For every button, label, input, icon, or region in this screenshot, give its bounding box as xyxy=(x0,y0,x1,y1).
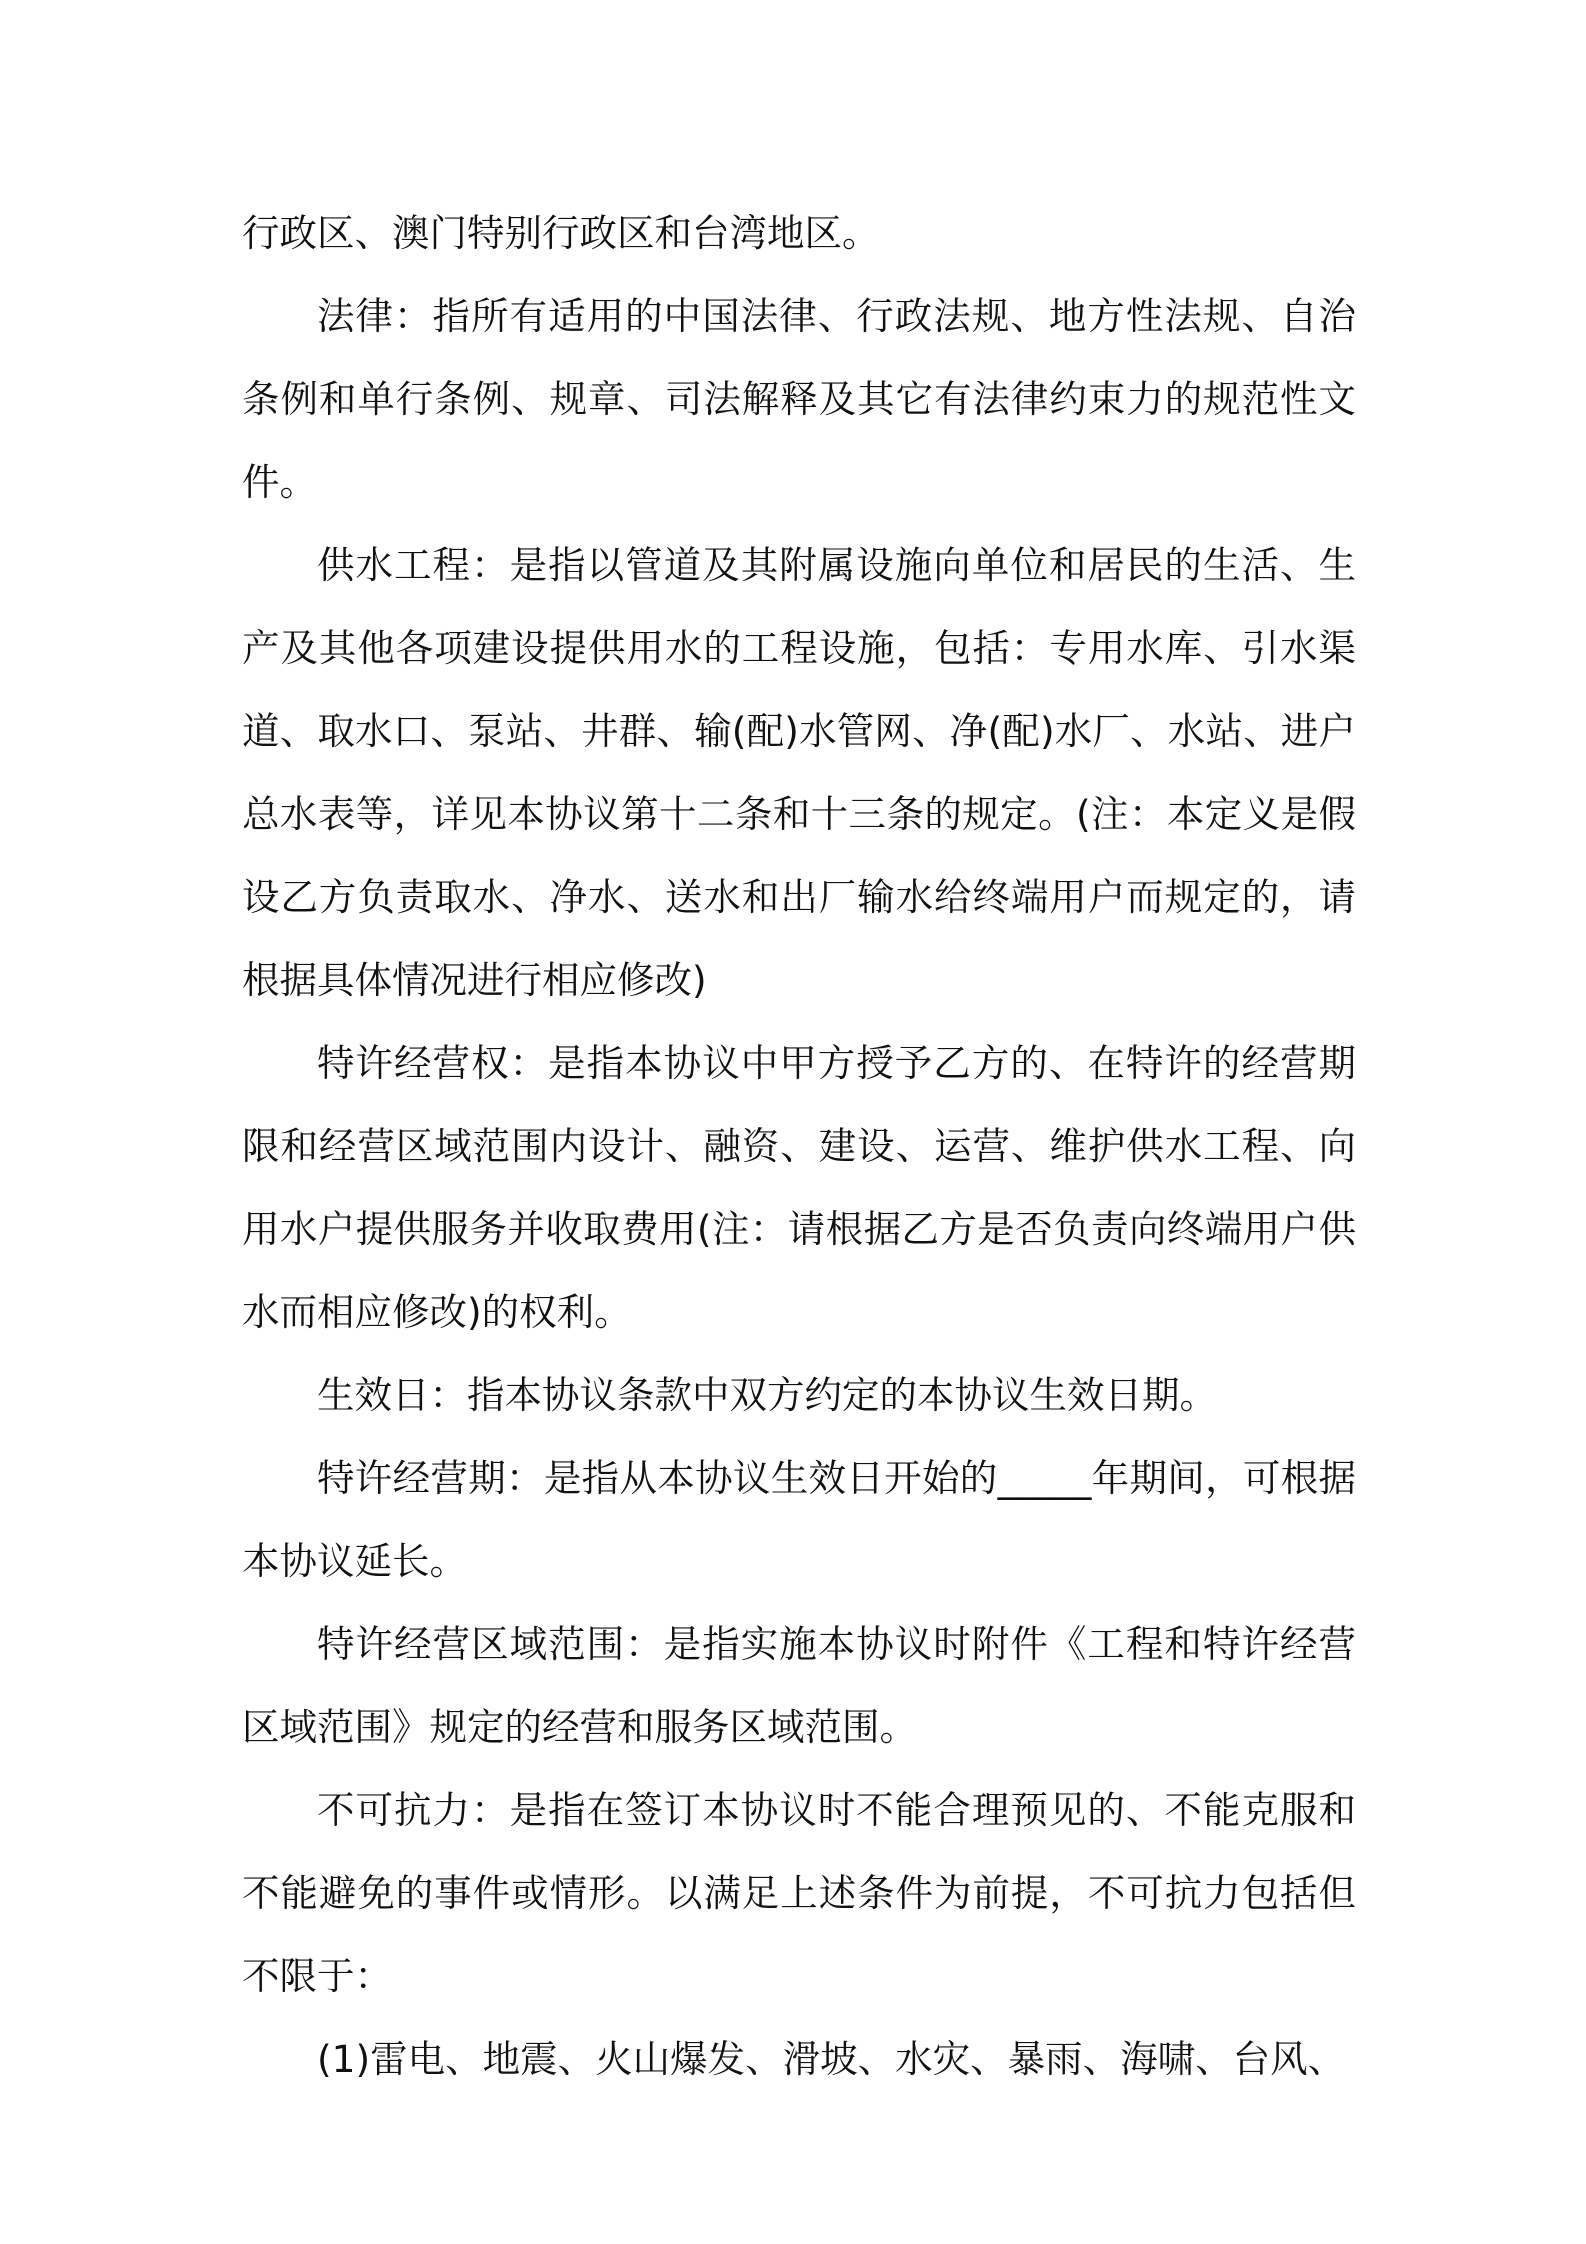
paragraph-region-definition-continued: 行政区、澳门特别行政区和台湾地区。 xyxy=(242,211,880,255)
paragraph-force-majeure-definition: 不可抗力：是指在签订本协议时不能合理预见的、不能克服和不能避免的事件或情形。以满足上述条件为前提，不可抗力包括但不限于： xyxy=(242,1788,1356,1998)
paragraph-water-supply-project-definition: 供水工程：是指以管道及其附属设施向单位和居民的生活、生产及其他各项建设提供用水的工程设施，包括：专用水库、引水渠道、取水口、泵站、井群、输(配)水管网、净(配)水厂、水站、进户总水表等，详见本协议第十二条和十三条的规定。(注：本定义是假设乙方负责取水、净水、送水和出厂输水给终端用户而规定的，请根据具体情况进行相应修改) xyxy=(242,543,1356,1002)
paragraph-franchise-area-definition: 特许经营区域范围：是指实施本协议时附件《工程和特许经营区域范围》规定的经营和服务区域范围。 xyxy=(242,1622,1356,1749)
paragraph-effective-date-definition: 生效日：指本协议条款中双方约定的本协议生效日期。 xyxy=(317,1373,1217,1417)
paragraph-franchise-period-definition: 特许经营期：是指从本协议生效日开始的_____年期间，可根据本协议延长。 xyxy=(242,1456,1356,1583)
paragraph-force-majeure-item-1: (1)雷电、地震、火山爆发、滑坡、水灾、暴雨、海啸、台风、 xyxy=(317,2037,1346,2081)
document-body xyxy=(242,192,1356,2101)
paragraph-law-definition: 法律：指所有适用的中国法律、行政法规、地方性法规、自治条例和单行条例、规章、司法解释及其它有法律约束力的规范性文件。 xyxy=(242,294,1356,504)
paragraph-franchise-right-definition: 特许经营权：是指本协议中甲方授予乙方的、在特许的经营期限和经营区域范围内设计、融资、建设、运营、维护供水工程、向用水户提供服务并收取费用(注：请根据乙方是否负责向终端用户供水而相应修改)的权利。 xyxy=(242,1041,1356,1334)
